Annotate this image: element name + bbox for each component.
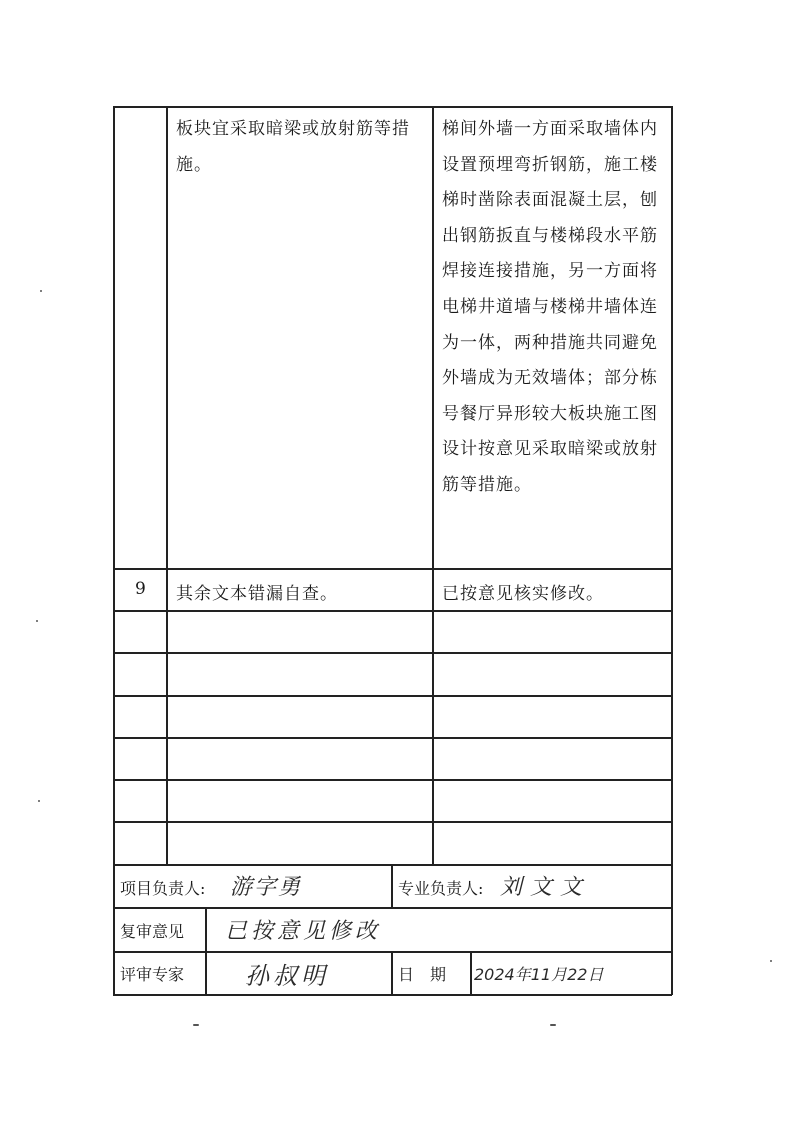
footer-divider-label	[205, 907, 207, 995]
project-lead-signature: 游字勇	[230, 875, 303, 900]
table-bottom-border	[113, 994, 672, 996]
table-top-border	[113, 106, 672, 108]
scan-speck	[770, 960, 772, 962]
row-divider	[113, 652, 672, 654]
footer-divider-lead	[391, 864, 393, 908]
table-left-border	[113, 106, 115, 995]
scan-speck	[550, 1024, 556, 1026]
project-lead-label: 项目负责人:	[120, 879, 206, 898]
scan-speck	[193, 1024, 199, 1026]
footer-divider-date-value	[470, 951, 472, 995]
scan-speck	[36, 620, 38, 622]
row-divider	[113, 737, 672, 739]
row-divider	[113, 821, 672, 823]
row9-opinion: 其余文本错漏自查。	[176, 584, 338, 604]
expert-label: 评审专家	[120, 965, 185, 984]
review-label: 复审意见	[120, 922, 185, 941]
table-right-border	[671, 106, 673, 995]
review-handwritten: 已按意见修改	[225, 919, 382, 944]
footer-divider-date	[391, 951, 393, 995]
row8-response: 梯间外墙一方面采取墙体内 设置预埋弯折钢筋，施工楼 梯时凿除表面混凝土层，刨 出钢筋扳直与楼梯段水平筋 焊接连接措施，另一方面将 电梯井道墙与楼梯井墙体连 为一体，两种措施共同避免 外墙成为无效墙体；部分栋 号餐厅异形较大板块施工图 设计按意见采取暗梁或放射 筋等措施。	[442, 119, 658, 495]
column-divider-no	[166, 106, 168, 865]
expert-signature: 孙叔明	[245, 962, 329, 990]
column-divider-response	[432, 106, 434, 865]
row-divider	[113, 568, 672, 570]
specialty-lead-label: 专业负责人:	[398, 879, 484, 898]
date-value: 2024年11月22日	[474, 965, 604, 984]
footer-divider	[113, 951, 672, 953]
date-label: 日 期	[398, 965, 447, 984]
specialty-lead-signature: 刘文文	[500, 875, 591, 900]
footer-top-border	[113, 864, 672, 866]
row9-response: 已按意见核实修改。	[442, 584, 604, 604]
row-divider	[113, 610, 672, 612]
row-divider	[113, 695, 672, 697]
row8-opinion: 板块宜采取暗梁或放射筋等措 施。	[176, 119, 410, 175]
footer-divider	[113, 907, 672, 909]
scan-speck	[40, 290, 42, 292]
row-divider	[113, 779, 672, 781]
row9-number: 9	[135, 579, 146, 599]
scan-speck	[38, 800, 40, 802]
